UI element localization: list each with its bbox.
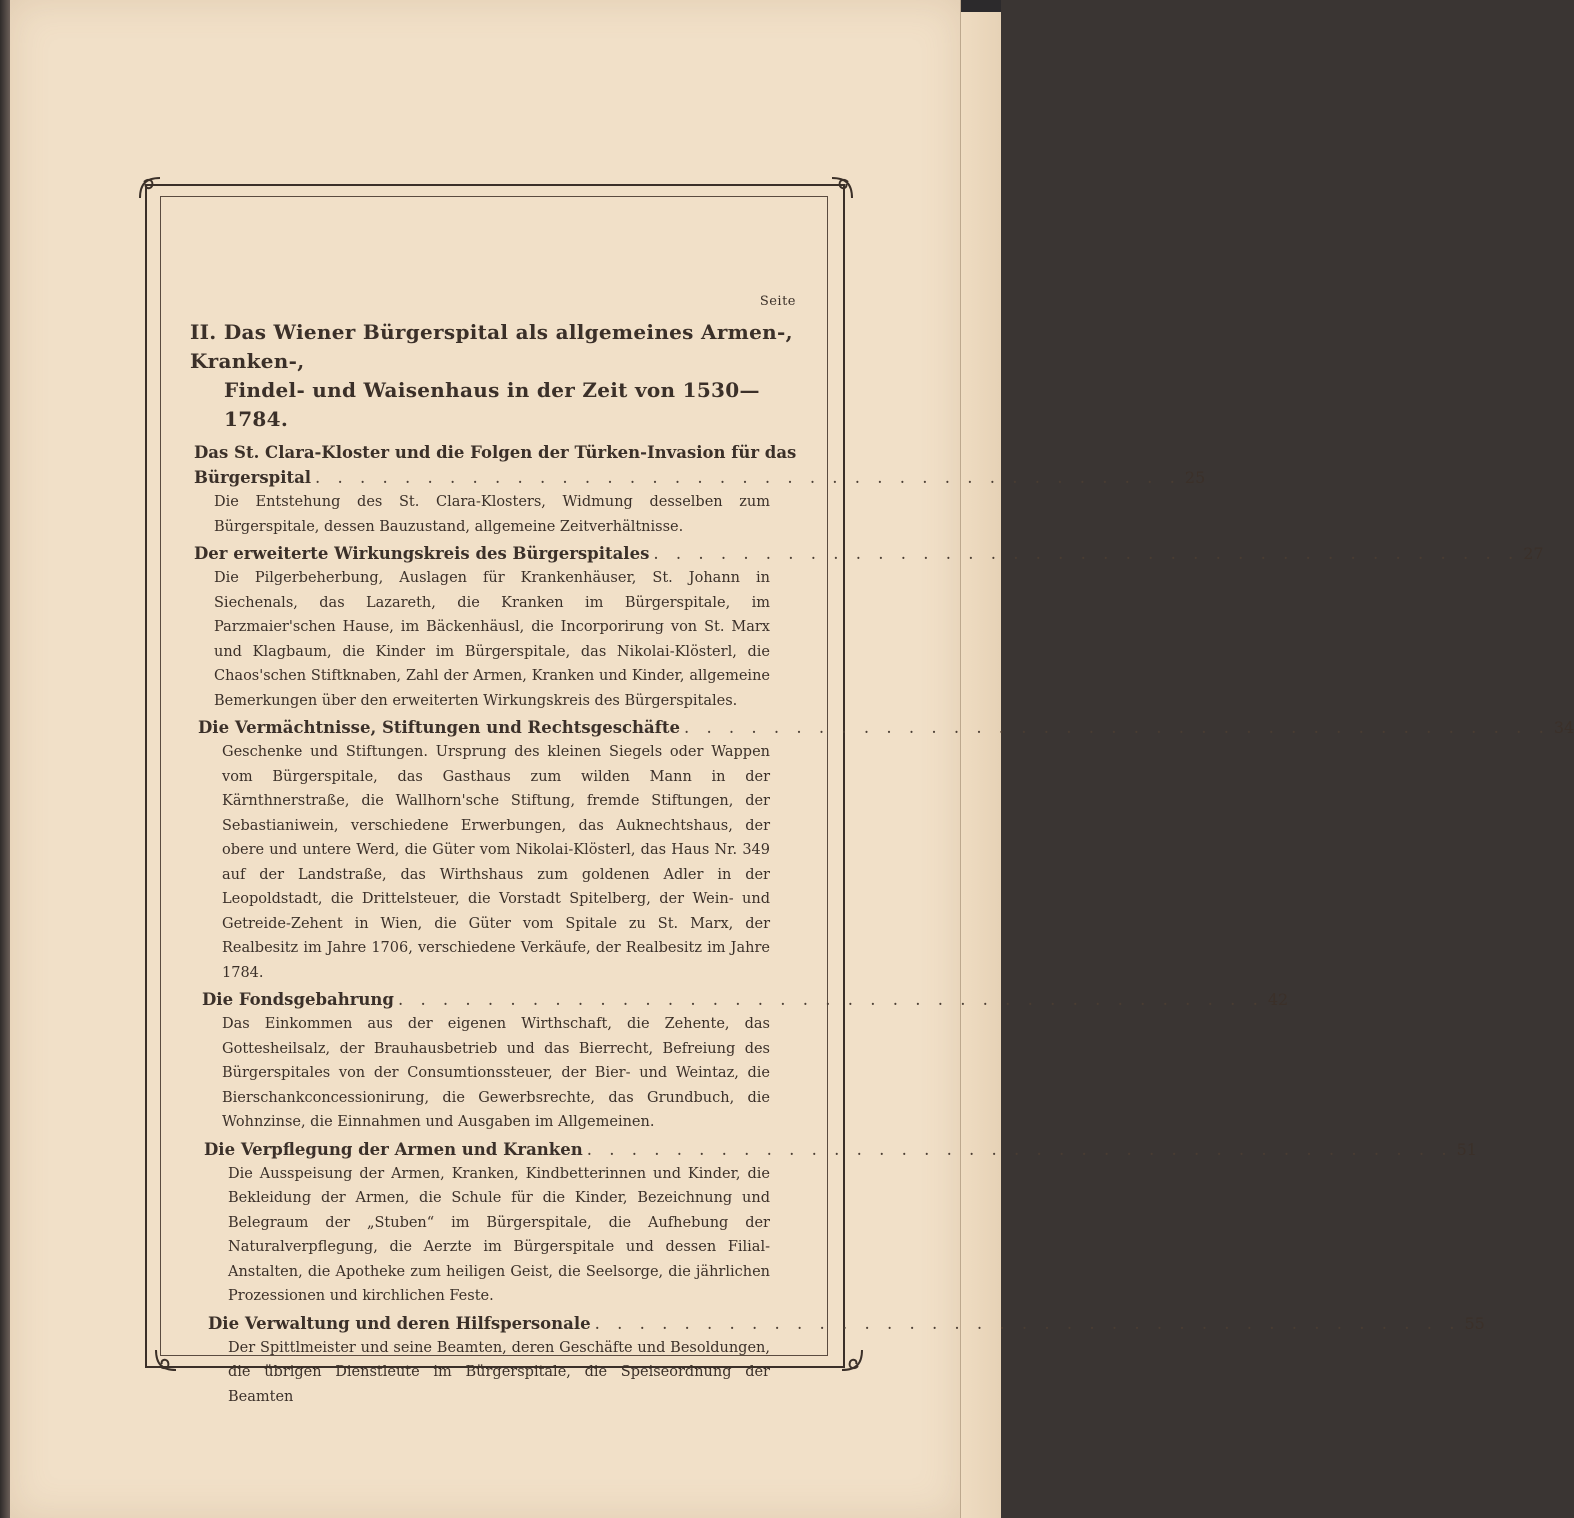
toc-entry-page: 34: [1553, 718, 1574, 737]
toc-entry: [202, 987, 1289, 1135]
toc-entry-title: Der erweiterte Wirkungskreis des Bürgerspitales: [194, 544, 650, 563]
toc-entry-description: Die Pilgerbeherbung, Auslagen für Krankenhäuser, St. Johann in Siechenals, das Lazareth, die Kranken im Bürgerspitale, im Parzmaier'schen Hause, im Bäckenhäusl, die Incorporirung von St. Marx und Klagbaum, die Kinder im Bürgerspitale, das Nikolai-Klösterl, die Chaos'schen Stiftknaben, Zahl der Armen, Kranken und Kinder, allgemeine Bemerkungen über den erweiterten Wirkungskreis des Bürgerspitales.: [214, 570, 770, 709]
facing-page-edge: [960, 0, 1001, 1518]
toc-entry: [198, 715, 1574, 985]
table-of-contents: [190, 290, 1574, 1409]
toc-entry-description: Die Entstehung des St. Clara-Klosters, Widmung desselben zum Bürgerspitale, dessen Bauzustand, allgemeine Zeitverhältnisse.: [214, 494, 770, 535]
toc-entry-title-line-2: Bürgerspital: [194, 468, 312, 487]
toc-entry: [194, 440, 1206, 539]
corner-ornament-bottom-left: [152, 1346, 182, 1376]
leader-dots: . . . . . . . . . . . . . . . . . . . . . . . . . . . . . . . . . . . . . . .: [683, 718, 1550, 737]
toc-entry-description: Das Einkommen aus der eigenen Wirthschaft, die Zehente, das Gottesheilsalz, der Brauhausbetrieb und das Bierrecht, Befreiung des Bürgerspitales von der Consumtionssteuer, der Bier- und Weintaz, die Bierschankconcessionirung, die Gewerbsrechte, das Grundbuch, die Wohnzinse, die Einnahmen und Ausgaben im Allgemeinen.: [222, 1016, 770, 1130]
toc-entry-heading: [194, 541, 1544, 566]
toc-entry-title-line-1: Das St. Clara-Kloster und die Folgen der Türken-Invasion für das: [194, 443, 797, 462]
book-spine-edge: [0, 0, 10, 1518]
toc-entry: [194, 541, 1544, 713]
corner-ornament-bottom-right: [836, 1346, 866, 1376]
toc-entry-page: 42: [1267, 990, 1289, 1009]
toc-entry-heading: [202, 987, 1289, 1012]
toc-entry-heading: [208, 1311, 1485, 1336]
toc-entry: [204, 1137, 1477, 1309]
part-title-line-1: II. Das Wiener Bürgerspital als allgemeines Armen-, Kranken-,: [190, 320, 793, 373]
toc-entry-title: Die Vermächtnisse, Stiftungen und Rechtsgeschäfte: [198, 718, 680, 737]
toc-entry-description: Geschenke und Stiftungen. Ursprung des kleinen Siegels oder Wappen vom Bürgerspitale, das Gasthaus zum wilden Mann in der Kärnthnerstraße, die Wallhorn'sche Stiftung, fremde Stiftungen, der Sebastianiwein, verschiedene Erwerbungen, das Auknechtshaus, der obere und untere Werd, die Güter vom Nikolai-Klösterl, das Haus Nr. 349 auf der Landstraße, das Wirthshaus zum goldenen Adler in der Leopoldstadt, die Drittelsteuer, die Vorstadt Spitelberg, der Wein- und Getreide-Zehent in Wien, die Güter vom Spitale zu St. Marx, der Realbesitz im Jahre 1706, verschiedene Verkäufe, der Realbesitz im Jahre 1784.: [222, 744, 770, 981]
leader-dots: . . . . . . . . . . . . . . . . . . . . . . . . . . . . . . . . . . . . . . .: [653, 544, 1520, 563]
toc-entry-page: 51: [1456, 1139, 1477, 1159]
toc-entry-heading: [204, 1137, 1477, 1162]
page-column-label: Seite: [759, 294, 796, 309]
corner-ornament-top-left: [136, 172, 166, 202]
toc-entry: [208, 1311, 1485, 1410]
part-title: [190, 318, 810, 434]
toc-entry-description: Die Ausspeisung der Armen, Kranken, Kindbetterinnen und Kinder, die Bekleidung der Armen, die Schule für die Kinder, Bezeichnung und Belegraum der „Stuben“ im Bürgerspitale, die Aufhebung der Naturalverpflegung, die Aerzte im Bürgerspitale und dessen Filial-Anstalten, die Apotheke zum heiligen Geist, die Seelsorge, die jährlichen Prozessionen und kirchlichen Feste.: [228, 1165, 770, 1304]
leader-dots: . . . . . . . . . . . . . . . . . . . . . . . . . . . . . . . . . . . . . . .: [315, 468, 1181, 487]
toc-entry-title: Die Fondsgebahrung: [202, 990, 394, 1009]
toc-entry-title: Die Verwaltung und deren Hilfspersonale: [208, 1313, 591, 1333]
leader-dots: . . . . . . . . . . . . . . . . . . . . . . . . . . . . . . . . . . . . . . .: [594, 1313, 1461, 1333]
toc-entry-title: Die Verpflegung der Armen und Kranken: [204, 1139, 583, 1159]
toc-entry-heading: [198, 715, 1574, 740]
corner-ornament-top-right: [826, 172, 856, 202]
toc-entry-page: 55: [1464, 1313, 1485, 1333]
toc-entry-description: Der Spittlmeister und seine Beamten, deren Geschäfte und Besoldungen, die übrigen Dienstleute im Bürgerspitale, die Speiseordnung der Beamten: [228, 1339, 770, 1405]
part-title-line-2: Findel- und Waisenhaus in der Zeit von 1530—1784.: [224, 378, 760, 431]
leader-dots: . . . . . . . . . . . . . . . . . . . . . . . . . . . . . . . . . . . . . . .: [397, 990, 1264, 1009]
toc-entry-heading-cont: [194, 465, 1206, 490]
leader-dots: . . . . . . . . . . . . . . . . . . . . . . . . . . . . . . . . . . . . . . .: [586, 1139, 1453, 1159]
toc-entry-heading: [194, 440, 810, 465]
toc-entry-page: 25: [1184, 468, 1206, 487]
toc-entry-page: 27: [1523, 544, 1544, 563]
